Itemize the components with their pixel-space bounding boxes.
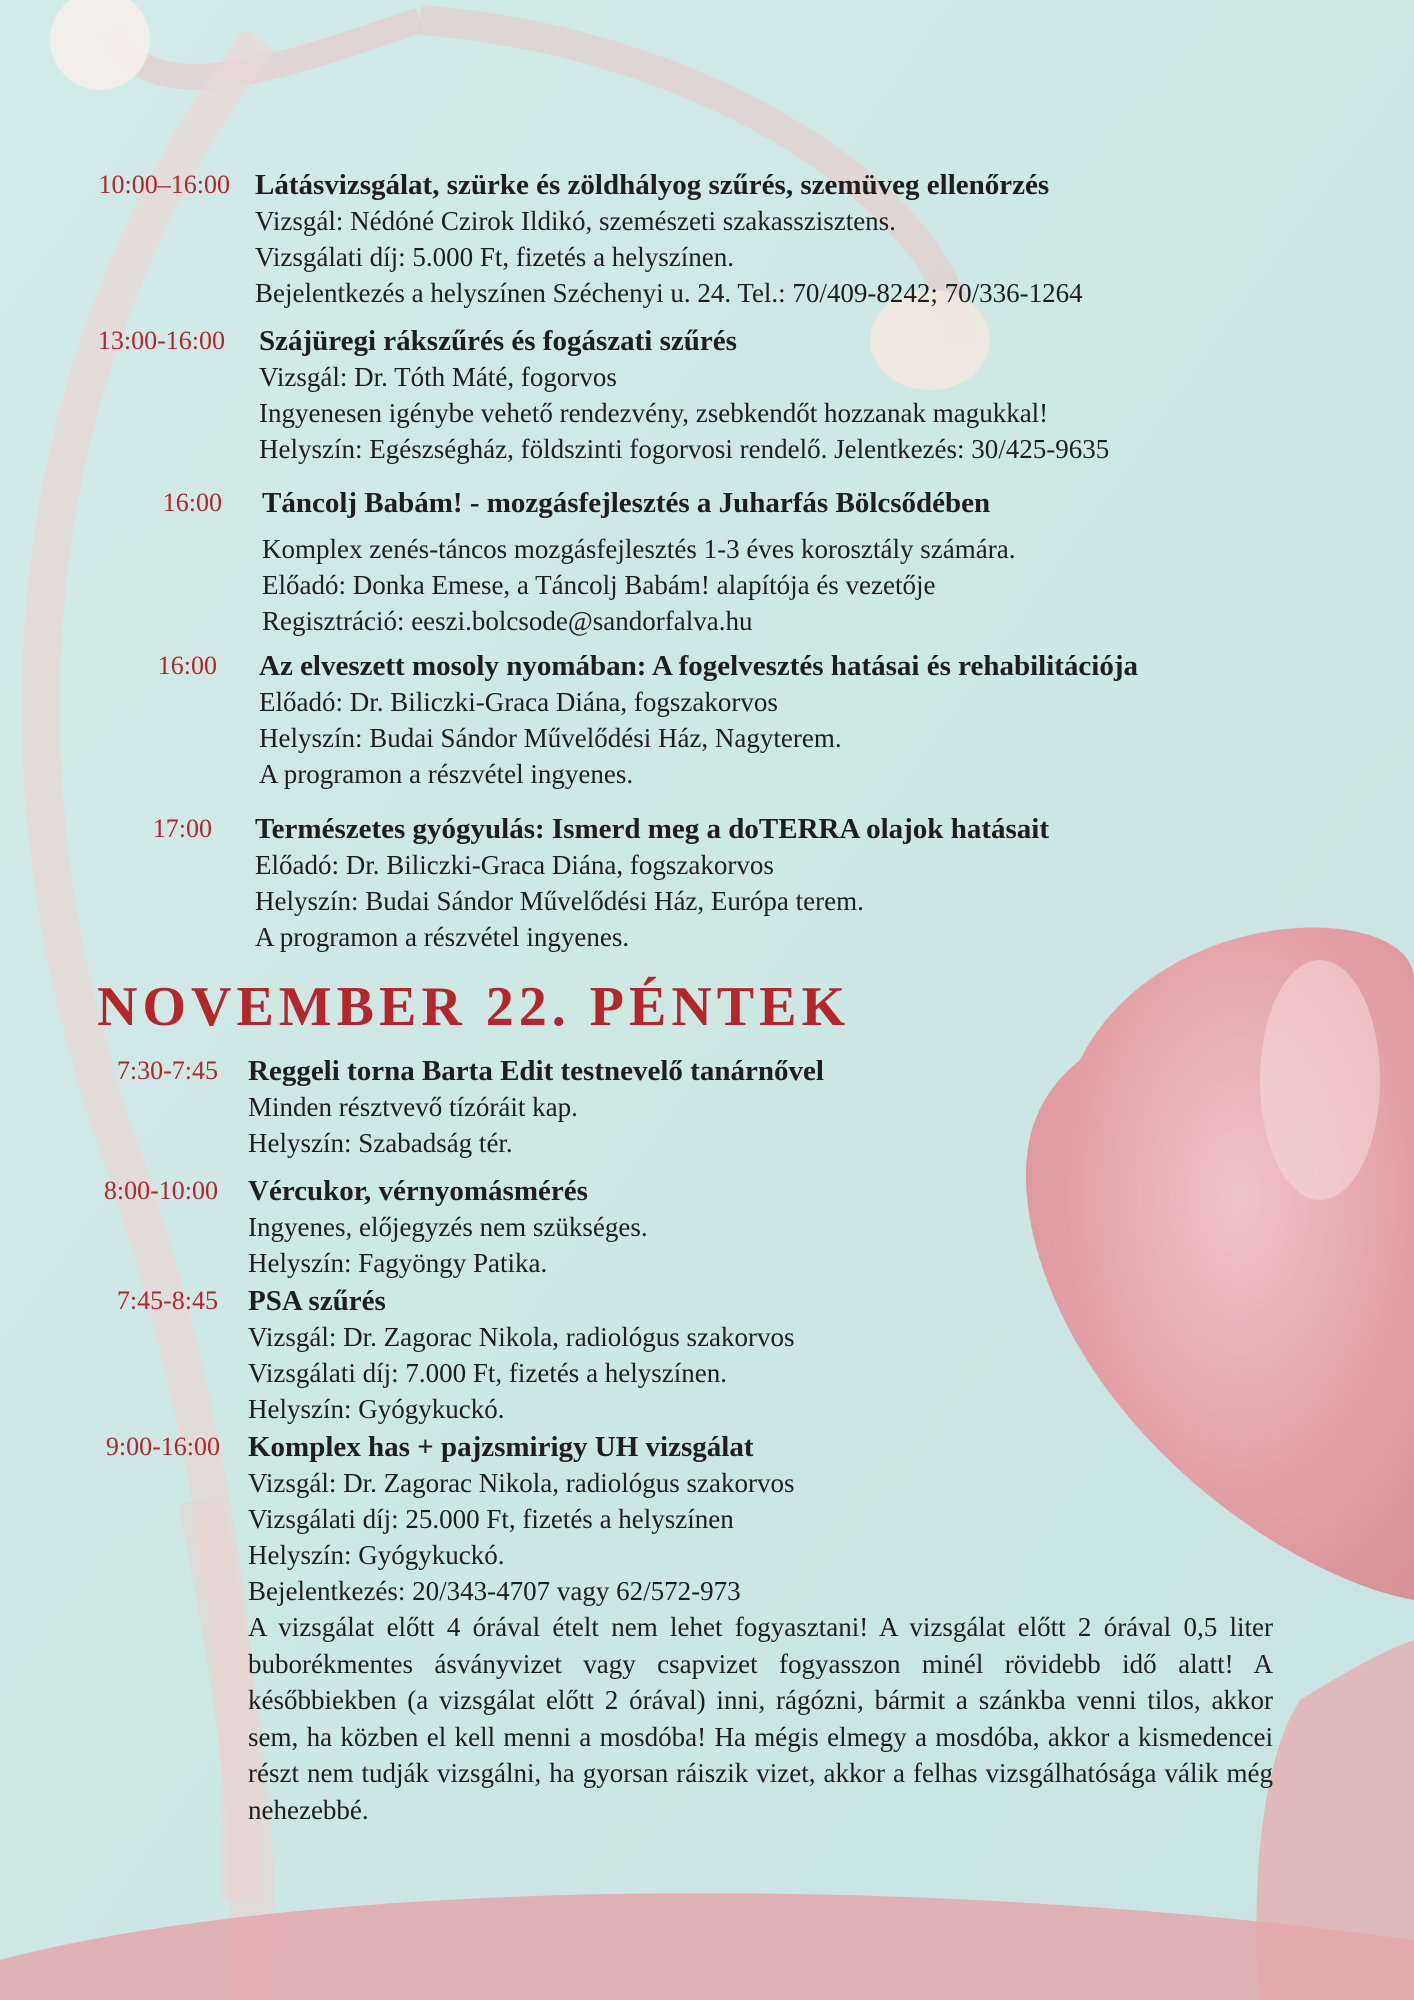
event-time: 17:00 [152, 814, 212, 843]
event-line: Bejelentkezés: 20/343-4707 vagy 62/572-973 [248, 1576, 741, 1606]
event-line: Előadó: Dr. Biliczki-Graca Diána, fogszakorvos [259, 687, 778, 717]
event-time: 9:00-16:00 [105, 1432, 220, 1461]
event-title: Vércukor, vérnyomásmérés [248, 1175, 588, 1207]
event-line: A programon a részvétel ingyenes. [259, 759, 634, 789]
event-time: 13:00-16:00 [97, 326, 225, 355]
event-title: PSA szűrés [248, 1285, 386, 1317]
event-line: Vizsgál: Nédóné Czirok Ildikó, szemészeti szakasszisztens. [255, 206, 896, 236]
event-title: Természetes gyógyulás: Ismerd meg a doTERRA olajok hatásait [255, 813, 1049, 845]
event-time: 7:30-7:45 [116, 1056, 218, 1085]
event-title: Látásvizsgálat, szürke és zöldhályog szűrés, szemüveg ellenőrzés [255, 169, 1050, 201]
event-body [248, 1053, 1268, 1161]
event-line: Helyszín: Budai Sándor Művelődési Ház, Nagyterem. [259, 723, 842, 753]
event-title: Az elveszett mosoly nyomában: A fogelvesztés hatásai és rehabilitációja [259, 650, 1139, 682]
event-body [255, 811, 1275, 955]
event-line: Minden résztvevő tízóráit kap. [248, 1092, 578, 1122]
event-line: Vizsgál: Dr. Tóth Máté, fogorvos [259, 362, 617, 392]
event-time: 7:45-8:45 [116, 1286, 218, 1315]
event-body [262, 485, 1282, 639]
event-body [255, 167, 1275, 311]
event-body [248, 1429, 1273, 1828]
event-line: Vizsgál: Dr. Zagorac Nikola, radiológus szakorvos [248, 1468, 795, 1498]
day-heading: NOVEMBER 22. PÉNTEK [97, 976, 851, 1038]
event-title: Komplex has + pajzsmirigy UH vizsgálat [248, 1431, 754, 1463]
event-title: Szájüregi rákszűrés és fogászati szűrés [259, 325, 737, 357]
event-line: Vizsgálati díj: 7.000 Ft, fizetés a helyszínen. [248, 1358, 728, 1388]
event-line: Előadó: Donka Emese, a Táncolj Babám! alapítója és vezetője [262, 570, 936, 600]
event-line: Helyszín: Budai Sándor Művelődési Ház, Európa terem. [255, 886, 864, 916]
event-line: Ingyenesen igénybe vehető rendezvény, zsebkendőt hozzanak magukkal! [259, 398, 1049, 428]
event-line: Helyszín: Gyógykuckó. [248, 1540, 505, 1570]
event-line: Helyszín: Egészségház, földszinti fogorvosi rendelő. Jelentkezés: 30/425-9635 [259, 434, 1110, 464]
event-time: 16:00 [162, 488, 222, 517]
event-body [248, 1173, 1268, 1281]
event-time: 10:00–16:00 [98, 170, 230, 199]
event-body [259, 323, 1279, 467]
event-time: 16:00 [157, 651, 217, 680]
event-line: Helyszín: Gyógykuckó. [248, 1394, 505, 1424]
event-line: Bejelentkezés a helyszínen Széchenyi u. 24. Tel.: 70/409-8242; 70/336-1264 [255, 278, 1083, 308]
event-preparation-note: A vizsgálat előtt 4 órával ételt nem lehet fogyasztani! A vizsgálat előtt 2 órával 0,5 liter buborékmentes ásványvizet vagy csapvizet fogyasszon minél rövidebb idő alatt! A későbbiekben (a vizsgálat előtt 2 órával) inni, rágózni, bármit a szánkba venni tilos, akkor sem, ha közben el kell menni a mosdóba! Ha mégis elmegy a mosdóba, akkor a kismedencei részt nem tudják vizsgálni, ha gyorsan ráiszik vizet, akkor a felhas vizsgálhatósága válik még nehezebbé. [248, 1612, 1273, 1825]
event-title: Reggeli torna Barta Edit testnevelő tanárnővel [248, 1055, 824, 1087]
event-line: Helyszín: Fagyöngy Patika. [248, 1248, 548, 1278]
event-line: Helyszín: Szabadság tér. [248, 1128, 513, 1158]
event-time: 8:00-10:00 [103, 1176, 218, 1205]
event-line: Vizsgálati díj: 25.000 Ft, fizetés a helyszínen [248, 1504, 734, 1534]
event-line: Ingyenes, előjegyzés nem szükséges. [248, 1212, 648, 1242]
event-line: Regisztráció: eeszi.bolcsode@sandorfalva.hu [262, 606, 753, 636]
event-line: A programon a részvétel ingyenes. [255, 922, 630, 952]
event-body [248, 1283, 1268, 1427]
event-line: Vizsgál: Dr. Zagorac Nikola, radiológus szakorvos [248, 1322, 795, 1352]
event-line: Komplex zenés-táncos mozgásfejlesztés 1-3 éves korosztály számára. [262, 534, 1016, 564]
event-body [259, 648, 1279, 792]
event-line: Vizsgálati díj: 5.000 Ft, fizetés a helyszínen. [255, 242, 735, 272]
event-line: Előadó: Dr. Biliczki-Graca Diána, fogszakorvos [255, 850, 774, 880]
event-title: Táncolj Babám! - mozgásfejlesztés a Juharfás Bölcsődében [262, 487, 991, 519]
